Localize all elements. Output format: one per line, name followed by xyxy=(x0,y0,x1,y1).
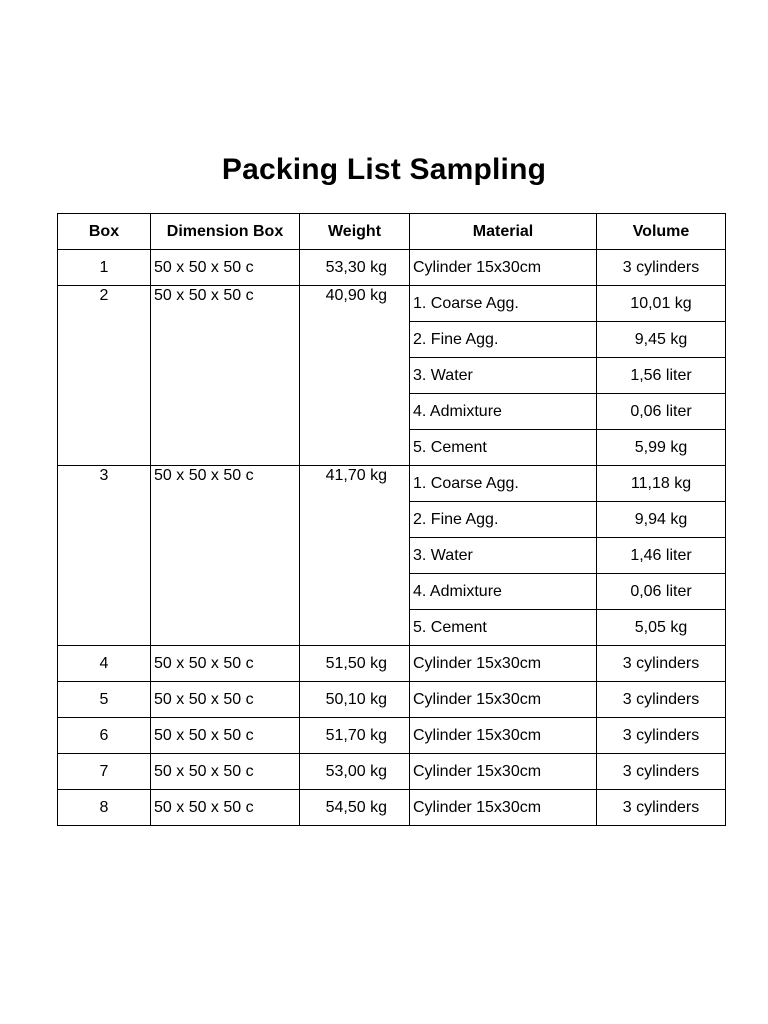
volume-cell: 3 cylinders xyxy=(597,250,726,286)
weight-cell: 51,50 kg xyxy=(300,646,410,682)
box-number-cell: 3 xyxy=(58,466,151,646)
material-cell: 4. Admixture xyxy=(410,394,597,430)
volume-cell: 0,06 liter xyxy=(597,574,726,610)
box-number-cell: 2 xyxy=(58,286,151,466)
box-number-cell: 7 xyxy=(58,754,151,790)
material-cell: Cylinder 15x30cm xyxy=(410,754,597,790)
weight-cell: 51,70 kg xyxy=(300,718,410,754)
weight-cell: 41,70 kg xyxy=(300,466,410,646)
dimension-cell: 50 x 50 x 50 c xyxy=(151,286,300,466)
dimension-cell: 50 x 50 x 50 c xyxy=(151,466,300,646)
material-cell: 3. Water xyxy=(410,358,597,394)
packing-list-table xyxy=(57,213,726,826)
box-number-cell: 5 xyxy=(58,682,151,718)
material-cell: Cylinder 15x30cm xyxy=(410,646,597,682)
dimension-cell: 50 x 50 x 50 c xyxy=(151,718,300,754)
column-header-volume: Volume xyxy=(597,214,726,250)
volume-cell: 9,94 kg xyxy=(597,502,726,538)
table-row xyxy=(58,754,726,790)
box-number-cell: 1 xyxy=(58,250,151,286)
volume-cell: 3 cylinders xyxy=(597,754,726,790)
volume-cell: 11,18 kg xyxy=(597,466,726,502)
weight-cell: 54,50 kg xyxy=(300,790,410,826)
material-cell: 5. Cement xyxy=(410,610,597,646)
table-row xyxy=(58,466,726,502)
table-body xyxy=(58,250,726,826)
column-header-weight: Weight xyxy=(300,214,410,250)
table-row xyxy=(58,682,726,718)
material-cell: Cylinder 15x30cm xyxy=(410,718,597,754)
volume-cell: 0,06 liter xyxy=(597,394,726,430)
material-cell: 5. Cement xyxy=(410,430,597,466)
dimension-cell: 50 x 50 x 50 c xyxy=(151,754,300,790)
table-row xyxy=(58,646,726,682)
dimension-cell: 50 x 50 x 50 c xyxy=(151,790,300,826)
column-header-material: Material xyxy=(410,214,597,250)
page-title: Packing List Sampling xyxy=(221,153,547,186)
table-header xyxy=(58,214,726,250)
column-header-dimension-box: Dimension Box xyxy=(151,214,300,250)
material-cell: Cylinder 15x30cm xyxy=(410,790,597,826)
volume-cell: 1,46 liter xyxy=(597,538,726,574)
table-row xyxy=(58,790,726,826)
dimension-cell: 50 x 50 x 50 c xyxy=(151,646,300,682)
volume-cell: 3 cylinders xyxy=(597,790,726,826)
box-number-cell: 8 xyxy=(58,790,151,826)
material-cell: 3. Water xyxy=(410,538,597,574)
dimension-cell: 50 x 50 x 50 c xyxy=(151,682,300,718)
material-cell: 1. Coarse Agg. xyxy=(410,286,597,322)
volume-cell: 1,56 liter xyxy=(597,358,726,394)
table-row xyxy=(58,250,726,286)
material-cell: 4. Admixture xyxy=(410,574,597,610)
table-row xyxy=(58,718,726,754)
volume-cell: 10,01 kg xyxy=(597,286,726,322)
volume-cell: 3 cylinders xyxy=(597,646,726,682)
material-cell: Cylinder 15x30cm xyxy=(410,682,597,718)
weight-cell: 53,30 kg xyxy=(300,250,410,286)
material-cell: 1. Coarse Agg. xyxy=(410,466,597,502)
volume-cell: 5,05 kg xyxy=(597,610,726,646)
weight-cell: 50,10 kg xyxy=(300,682,410,718)
material-cell: Cylinder 15x30cm xyxy=(410,250,597,286)
dimension-cell: 50 x 50 x 50 c xyxy=(151,250,300,286)
volume-cell: 9,45 kg xyxy=(597,322,726,358)
weight-cell: 40,90 kg xyxy=(300,286,410,466)
material-cell: 2. Fine Agg. xyxy=(410,502,597,538)
volume-cell: 3 cylinders xyxy=(597,682,726,718)
header-row xyxy=(58,214,726,250)
volume-cell: 3 cylinders xyxy=(597,718,726,754)
box-number-cell: 4 xyxy=(58,646,151,682)
material-cell: 2. Fine Agg. xyxy=(410,322,597,358)
volume-cell: 5,99 kg xyxy=(597,430,726,466)
weight-cell: 53,00 kg xyxy=(300,754,410,790)
box-number-cell: 6 xyxy=(58,718,151,754)
table-row xyxy=(58,286,726,322)
column-header-box: Box xyxy=(58,214,151,250)
